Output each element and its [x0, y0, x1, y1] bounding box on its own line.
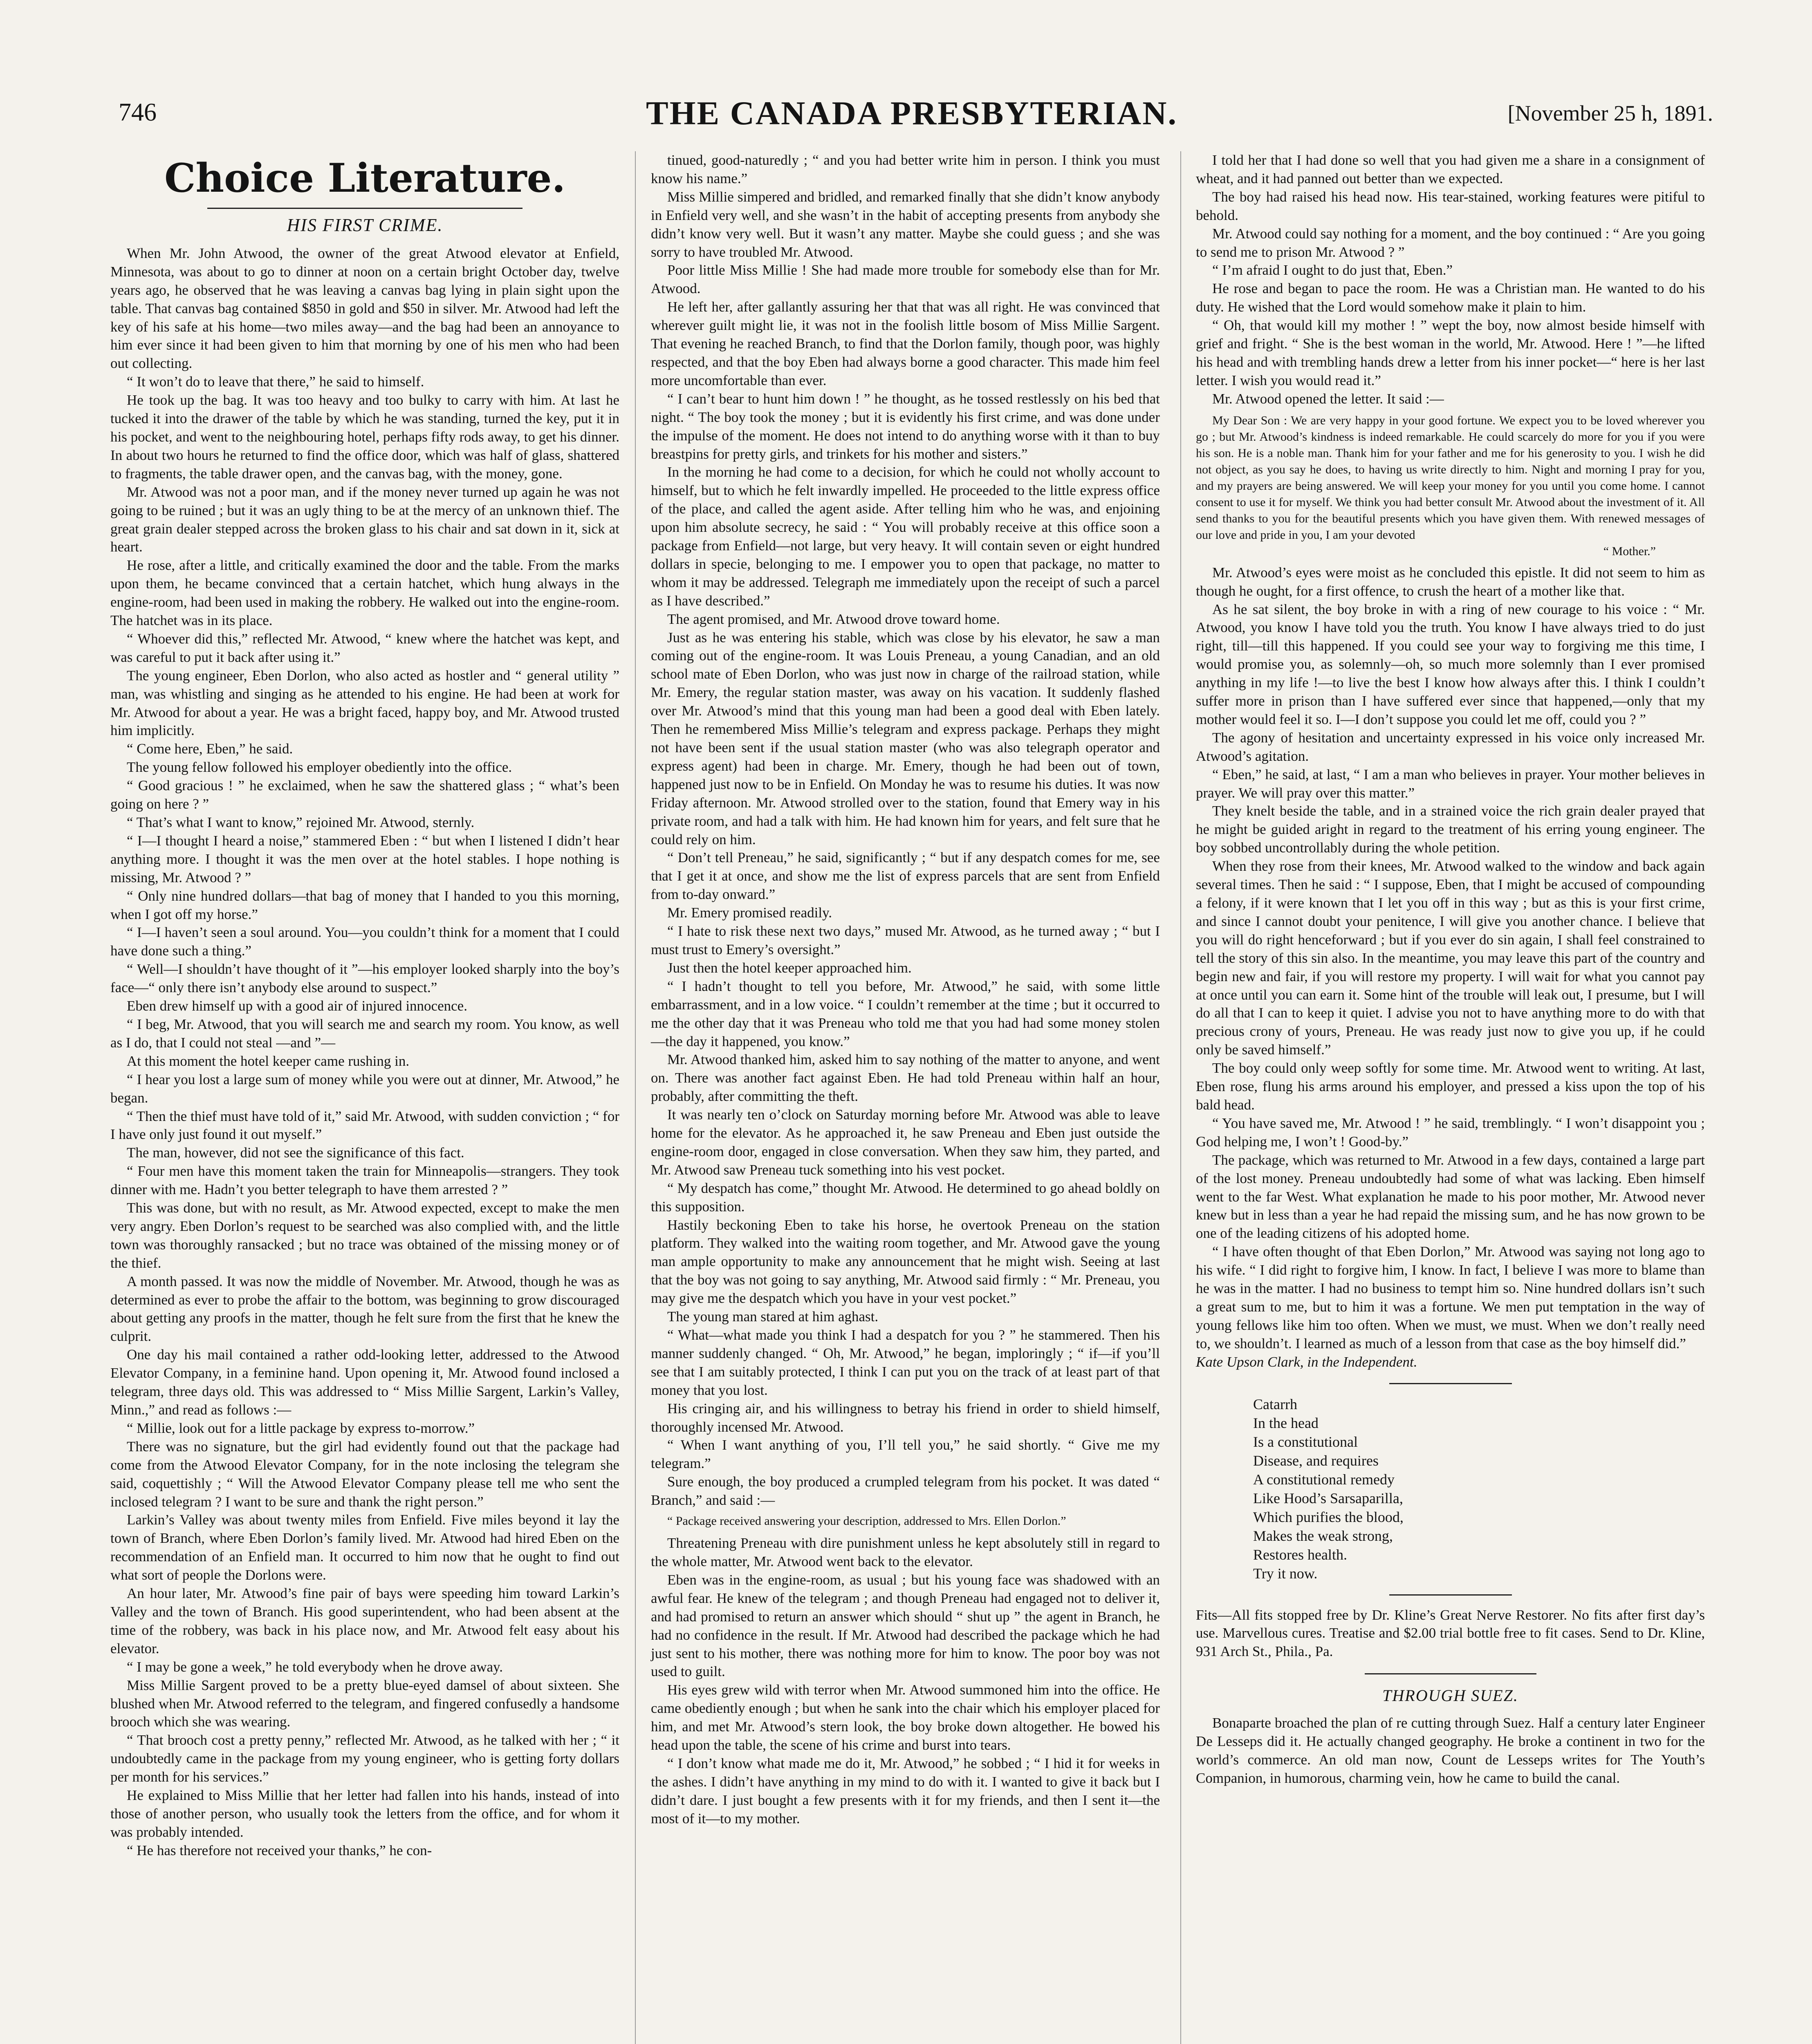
paragraph: The young engineer, Eben Dorlon, who also acted as hostler and “ general utility ” man, was whistling and singing as he attended to his engine. He had been at work for Mr. Atwood for about a year. He was a bright faced, happy boy, and Mr. Atwood trusted him implicitly.	[110, 667, 619, 739]
through-suez-title: THROUGH SUEZ.	[1382, 1686, 1518, 1705]
ad-rule	[1389, 1383, 1512, 1384]
column-3	[1196, 151, 1705, 1788]
paragraph: “ Four men have this moment taken the train for Minneapolis—strangers. They took dinner with me. Hadn’t you better telegraph to have them arrested ? ”	[110, 1163, 619, 1198]
newspaper-title: THE CANADA PRESBYTERIAN.	[646, 94, 1177, 132]
paragraph: The boy could only weep softly for some time. Mr. Atwood went to writing. At last, Eben rose, flung his arms around his employer, and pressed a kiss upon the top of his bald head.	[1196, 1060, 1705, 1113]
paragraph: “ I—I thought I heard a noise,” stammered Eben : “ but when I listened I didn’t hear anything more. I thought it was the men over at the hotel stables. I hope nothing is missing, Mr. Atwood ? ”	[110, 832, 619, 885]
paragraph: “ He has therefore not received your thanks,” he con-	[127, 1842, 432, 1858]
newspaper-page	[110, 94, 1713, 2044]
through-suez-text: Bonaparte broached the plan of re cutting through Suez. Half a century later Engineer De Lesseps did it. He actually changed geography. He broke a continent in two for the world’s commerce. An old man now, Count de Lesseps writes for The Youth’s Companion, in humorous, charming vein, how he came to build the canal.	[1196, 1715, 1705, 1786]
column-rule	[1180, 151, 1181, 2044]
paragraph: “ I—I haven’t seen a soul around. You—you couldn’t think for a moment that I could have done such a thing.”	[110, 924, 619, 959]
ad-line: Restores health.	[1253, 1546, 1347, 1563]
paragraph: Hastily beckoning Eben to take his horse, he overtook Preneau on the station platform. They walked into the waiting room together, and Mr. Atwood gave the young man ample opportunity to make any announcement that he might wish. Seeing at last that the boy was not going to say anything, Mr. Atwood said firmly : “ Mr. Preneau, you may give me the despatch which you have in your vest pocket.”	[651, 1217, 1160, 1307]
ad-line: A constitutional remedy	[1253, 1471, 1395, 1488]
paragraph: “ When I want anything of you, I’ll tell you,” he said shortly. “ Give me my telegram.”	[651, 1437, 1160, 1472]
ad-line: Makes the weak strong,	[1253, 1527, 1393, 1544]
paragraph: He took up the bag. It was too heavy and too bulky to carry with him. At last he tucked it into the drawer of the table by which he was standing, turned the key, put it in his pocket, and went to the neighbouring hotel, perhaps fifty rods away, to get his dinner. In about two hours he returned to find the office door, which was half of glass, shattered to fragments, the table drawer open, and the canvas bag, with the money, gone.	[110, 392, 619, 482]
column-1	[110, 151, 619, 1860]
paragraph: “ Don’t tell Preneau,” he said, significantly ; “ but if any despatch comes for me, see that I get it at once, and show me the list of express parcels that are sent from Enfield from to-day onward.”	[651, 849, 1160, 903]
paragraph: Mr. Atwood was not a poor man, and if the money never turned up again he was not going to be ruined ; but it was an ugly thing to be at the mercy of an unknown thief. The great grain dealer stepped across the broken glass to his chair and sat down in it, sick at heart.	[110, 484, 619, 555]
masthead	[110, 94, 1713, 143]
paragraph: They knelt beside the table, and in a strained voice the rich grain dealer prayed that he might be guided aright in regard to the treatment of his erring young engineer. The boy sobbed uncontrollably during the whole petition.	[1196, 803, 1705, 856]
paragraph: An hour later, Mr. Atwood’s fine pair of bays were speeding him toward Larkin’s Valley and the town of Branch. His good superintendent, who had been absent at the time of the robbery, was back in his place now, and Mr. Atwood felt easy about his elevator.	[110, 1585, 619, 1656]
paragraph: Mr. Atwood thanked him, asked him to say nothing of the matter to anyone, and went on. There was another fact against Eben. He had told Preneau within half an hour, probably, after committing the theft.	[651, 1051, 1160, 1105]
mothers-letter	[1196, 412, 1705, 560]
column-2	[651, 151, 1160, 1828]
paragraph: One day his mail contained a rather odd-looking letter, addressed to the Atwood Elevator Company, in a feminine hand. Upon opening it, Mr. Atwood found inclosed a telegram, three days old. This was addressed to “ Miss Millie Sargent, Larkin’s Valley, Minn.,” and read as follows :—	[110, 1347, 619, 1418]
page-number: 746	[119, 99, 157, 126]
paragraph: “ I hadn’t thought to tell you before, Mr. Atwood,” he said, with some little embarrassment, and in a low voice. “ I couldn’t remember at the time ; but it occurred to me the other day that it was Preneau who told me that you had had some money stolen—the day it happened, you know.”	[651, 978, 1160, 1049]
paragraph: “ You have saved me, Mr. Atwood ! ” he said, tremblingly. “ I won’t disappoint you ; God helping me, I won’t ! Good-by.”	[1196, 1115, 1705, 1150]
paragraph: Mr. Atwood opened the letter. It said :—	[1212, 390, 1444, 407]
paragraph: “ Good gracious ! ” he exclaimed, when he saw the shattered glass ; “ what’s been going on here ? ”	[110, 778, 619, 812]
ad-line: Like Hood’s Sarsaparilla,	[1253, 1490, 1403, 1506]
paragraph: “ Well—I shouldn’t have thought of it ”—his employer looked sharply into the boy’s face—“ only there isn’t anybody else around to suspect.”	[110, 961, 619, 996]
paragraph: Mr. Atwood’s eyes were moist as he concluded this epistle. It did not seem to him as though he ought, for a first offence, to crush the heart of a mother like that.	[1196, 564, 1705, 599]
ad-rule	[1389, 1594, 1512, 1596]
letter-signoff: “ Mother.”	[1603, 544, 1656, 558]
paragraph: “ Oh, that would kill my mother ! ” wept the boy, now almost beside himself with grief and fright. “ She is the best woman in the world, Mr. Atwood. Here ! ”—he lifted his head and with trembling hands drew a letter from his inner pocket—“ here is her last letter. I wish you would read it.”	[1196, 317, 1705, 388]
paragraph: The package, which was returned to Mr. Atwood in a few days, contained a large part of the lost money. Preneau undoubtedly had some of what was lacking. Eben himself went to the far West. What explanation he made to his poor mother, Mr. Atwood never knew but in less than a year he had repaid the missing sum, and he has now grown to be one of the leading citizens of his adopted home.	[1196, 1152, 1705, 1242]
column-rule	[635, 151, 636, 2044]
paragraph: As he sat silent, the boy broke in with a ring of new courage to his voice : “ Mr. Atwood, you know I have told you the truth. You know I have always tried to do just right, till—till this happened. If you could see your way to forgiving me this time, I would promise you, as solemnly—oh, so much more solemnly than I ever promised anything in my life !—to live the best I know how always after this. I think I couldn’t suffer more in prison than I have suffered ever since that happened,—only that my mother would feel it so. I—I don’t suppose you could let me off, could you ? ”	[1196, 601, 1705, 727]
column-3-body	[1196, 151, 1705, 408]
paragraph: He rose, after a little, and critically examined the door and the table. From the marks upon them, he became convinced that a certain hatchet, which hung always in the engine-room, had been used in making the robbery. He walked out into the engine-room. The hatchet was in its place.	[110, 557, 619, 629]
paragraph: “ I can’t bear to hunt him down ! ” he thought, as he tossed restlessly on his bed that night. “ The boy took the money ; but it is evidently his first crime, and was done under the impulse of the moment. He does not intend to do anything worse with it than to buy breastpins for pretty girls, and trinkets for his mother and sisters.”	[651, 390, 1160, 462]
paragraph: Mr. Atwood could say nothing for a moment, and the boy continued : “ Are you going to send me to prison Mr. Atwood ? ”	[1196, 225, 1705, 260]
paragraph: Eben was in the engine-room, as usual ; but his young face was shadowed with an awful fear. He knew of the telegram ; and though Preneau had engaged not to deliver it, and had promised to return an answer which should “ shut up ” the agent in Branch, he had no confidence in the result. If Mr. Atwood had described the package which he had just sent to his mother, there was nothing more for him to know. The poor boy was not used to guilt.	[651, 1571, 1160, 1680]
paragraph: The agent promised, and Mr. Atwood drove toward home.	[667, 611, 1000, 627]
ad-line: Which purifies the blood,	[1253, 1508, 1404, 1525]
paragraph: “ I don’t know what made me do it, Mr. Atwood,” he sobbed ; “ I hid it for weeks in the ashes. I didn’t have anything in my mind to do with it. I wanted to give it back but I didn’t dare. I just bought a few presents with it for my friends, and then I sent it—the most of it—to my mother.	[651, 1755, 1160, 1827]
paragraph: “ Then the thief must have told of it,” said Mr. Atwood, with sudden conviction ; “ for I have only just found it out myself.”	[110, 1108, 619, 1143]
ad-line: In the head	[1253, 1414, 1319, 1431]
paragraph: When they rose from their knees, Mr. Atwood walked to the window and back again several times. Then he said : “ I suppose, Eben, that I might be accused of compounding a felony, if it were known that I let you off in this way ; but as this is your first crime, and since I cannot doubt your penitence, I will give you another chance. I believe that you will do right henceforward ; but if you ever do sin again, I shall feel constrained to tell the story of this sin also. In the meantime, you may leave this part of the country and begin new and fair, if you will restore my property. I will wait for what you cannot pay at once until you can earn it. Some hint of the trouble will leak out, I presume, but I will do all that I can to keep it quiet. I advise you not to have anything more to do with that precious crony of yours, Preneau. He was ready just now to give you up, if he could only be saved himself.”	[1196, 858, 1705, 1058]
paragraph: In the morning he had come to a decision, for which he could not wholly account to himself, but to which he felt inwardly impelled. He proceeded to the little express office of the place, and called the agent aside. After telling him who he was, and enjoining upon him absolute secrecy, he said : “ You will probably receive at this office soon a package from Enfield—not large, but very heavy. It will contain seven or eight hundred dollars in specie, belonging to me. I empower you to open that package, no matter to whom it may be addressed. Telegraph me immediately upon the receipt of such a parcel as I have described.”	[651, 464, 1160, 609]
paragraph: His cringing air, and his willingness to betray his friend in order to shield himself, thoroughly incensed Mr. Atwood.	[651, 1400, 1160, 1435]
paragraph: He left her, after gallantly assuring her that that was all right. He was convinced that wherever guilt might lie, it was not in the foolish little bosom of Miss Millie Sargent. That evening he reached Branch, to find that the Dorlon family, though poor, was highly respected, and that the boy Eben had always borne a good character. This made him feel more uncomfortable than ever.	[651, 299, 1160, 388]
paragraph: “ I may be gone a week,” he told everybody when he drove away.	[127, 1659, 503, 1675]
paragraph: He explained to Miss Millie that her letter had fallen into his hands, instead of into those of another person, who usually took the letters from the office, and for whom it was probably intended.	[110, 1787, 619, 1840]
paragraph: Miss Millie simpered and bridled, and remarked finally that she didn’t know anybody in Enfield very well, and she wasn’t in the habit of accepting presents from anybody she didn’t know very well. But it wasn’t any matter. Maybe she could guess ; and she was sorry to have troubled Mr. Atwood.	[651, 188, 1160, 260]
paragraph: “ I hear you lost a large sum of money while you were out at dinner, Mr. Atwood,” he began.	[110, 1071, 619, 1106]
paragraph: tinued, good-naturedly ; “ and you had better write him in person. I think you must know his name.”	[651, 152, 1160, 186]
paragraph: “ Eben,” he said, at last, “ I am a man who believes in prayer. Your mother believes in prayer. We will pray over this matter.”	[1196, 766, 1705, 801]
paragraph: I told her that I had done so well that you had given me a share in a consignment of wheat, and it had panned out better than we expected.	[1196, 152, 1705, 186]
paragraph: When Mr. John Atwood, the owner of the great Atwood elevator at Enfield, Minnesota, was about to go to dinner at noon on a certain bright October day, twelve years ago, he observed that he was leaving a canvas bag lying in plain sight upon the table. That canvas bag contained $850 in gold and $50 in silver. Mr. Atwood had left the key of his safe at his home—two miles away—and the bag had been an annoyance to him ever since it had been given to him that morning by one of his men who had been out collecting.	[110, 245, 619, 372]
section-title: Choice Literature.	[164, 155, 566, 201]
paragraph: “ Whoever did this,” reflected Mr. Atwood, “ knew where the hatchet was kept, and was careful to put it back after using it.”	[110, 630, 619, 665]
paragraph: “ I beg, Mr. Atwood, that you will search me and search my room. You know, as well as I do, that I could not steal —and ”—	[110, 1016, 619, 1051]
paragraph: “ What—what made you think I had a despatch for you ? ” he stammered. Then his manner suddenly changed. “ Oh, Mr. Atwood,” he began, imploringly ; “ if—if you’ll see that I am suitably protected, I think I can put you on the track of at least part of that money that you lost.	[651, 1327, 1160, 1398]
ad-line: Disease, and requires	[1253, 1452, 1379, 1469]
paragraph: Miss Millie Sargent proved to be a pretty blue-eyed damsel of about sixteen. She blushed when Mr. Atwood referred to the telegram, and fingered confusedly a handsome brooch which she was wearing.	[110, 1677, 619, 1730]
paragraph: Mr. Emery promised readily.	[667, 905, 832, 921]
paragraph: The young fellow followed his employer obediently into the office.	[127, 759, 512, 775]
section-rule	[1365, 1673, 1536, 1674]
paragraph: “ I have often thought of that Eben Dorlon,” Mr. Atwood was saying not long ago to his wife. “ I did right to forgive him, I know. In fact, I believe I was more to blame than he was in the matter. I had no business to tempt him so. Nine hundred dollars isn’t such a great sum to me, but to him it was a fortune. We men put temptation in the way of young fellows like him too often. When we must, we must. When we don’t really need to, we shouldn’t. I learned as much of a lesson from that case as the boy himself did.”	[1196, 1244, 1705, 1351]
issue-date: [November 25 h, 1891.	[1507, 101, 1713, 126]
telegram-text: “ Package received answering your description, addressed to Mrs. Ellen Dorlon.”	[667, 1514, 1066, 1528]
paragraph: Larkin’s Valley was about twenty miles from Enfield. Five miles beyond it lay the town of Branch, where Eben Dorlon’s family lived. Mr. Atwood had hired Eben on the recommendation of an Enfield man. It occurred to him now that he ought to find out what sort of people the Dorlons were.	[110, 1512, 619, 1583]
ad-line: Try it now.	[1253, 1565, 1318, 1582]
paragraph: “ My despatch has come,” thought Mr. Atwood. He determined to go ahead boldly on this supposition.	[651, 1180, 1160, 1215]
telegram-quote	[651, 1513, 1160, 1529]
paragraph: The man, however, did not see the significance of this fact.	[127, 1145, 464, 1161]
story-title: HIS FIRST CRIME.	[287, 215, 443, 235]
paragraph: “ I’m afraid I ought to do just that, Eben.”	[1212, 262, 1453, 278]
paragraph: “ That’s what I want to know,” rejoined Mr. Atwood, sternly.	[127, 814, 475, 830]
paragraph: His eyes grew wild with terror when Mr. Atwood summoned him into the office. He came obediently enough ; but when he sank into the chair which his employer placed for him, and met Mr. Atwood’s stern look, the boy broke down altogether. He bowed his head upon the table, the scene of his crime and burst into tears.	[651, 1682, 1160, 1753]
ad-line: Is a constitutional	[1253, 1433, 1358, 1450]
paragraph: At this moment the hotel keeper came rushing in.	[127, 1053, 410, 1069]
paragraph: It was nearly ten o’clock on Saturday morning before Mr. Atwood was able to leave home for the elevator. As he approached it, he saw Preneau and Eben just outside the engine-room door, engaged in close conversation. When they saw him, they parted, and Mr. Atwood saw Preneau tuck something into his vest pocket.	[651, 1107, 1160, 1178]
paragraph: Threatening Preneau with dire punishment unless he kept absolutely still in regard to the whole matter, Mr. Atwood went back to the elevator.	[651, 1535, 1160, 1569]
ad-line: Catarrh	[1253, 1396, 1297, 1412]
column-2-body	[651, 151, 1160, 1510]
fits-ad	[1196, 1606, 1705, 1661]
paragraph: Eben drew himself up with a good air of injured innocence.	[127, 998, 467, 1014]
paragraph: “ Millie, look out for a little package by express to-morrow.”	[127, 1420, 475, 1436]
column-2-body-continued	[651, 1534, 1160, 1828]
column-1-body	[110, 244, 619, 1860]
fits-ad-text: Fits—All fits stopped free by Dr. Kline’s Great Nerve Restorer. No fits after first day’s use. Marvellous cures. Treatise and $2.00 trial bottle free to fit cases. Send to Dr. Kline, 931 Arch St., Phila., Pa.	[1196, 1607, 1705, 1660]
paragraph: “ I hate to risk these next two days,” mused Mr. Atwood, as he turned away ; “ but I must trust to Emery’s oversight.”	[651, 923, 1160, 957]
paragraph: Poor little Miss Millie ! She had made more trouble for somebody else than for Mr. Atwood.	[651, 262, 1160, 297]
paragraph: “ That brooch cost a pretty penny,” reflected Mr. Atwood, as he talked with her ; “ it undoubtedly came in the package from my young engineer, who is getting forty dollars per month for his services.”	[110, 1732, 619, 1785]
paragraph: This was done, but with no result, as Mr. Atwood expected, except to make the men very angry. Eben Dorlon’s request to be searched was also complied with, and the little town was thoroughly ransacked ; but no trace was obtained of the missing money or of the thief.	[110, 1200, 619, 1271]
paragraph: Just as he was entering his stable, which was close by his elevator, he saw a man coming out of the engine-room. It was Louis Preneau, a young Canadian, and an old school mate of Eben Dorlon, who was just now in charge of the railroad station, while Mr. Emery, the regular station master, was away on his vacation. It suddenly flashed over Mr. Atwood’s mind that this young man had been a good deal with Eben lately. Then he remembered Miss Millie’s telegram and express package. Perhaps they might not have been sent if the usual station master (who was also telegraph operator and express agent) had been in charge. Mr. Emery, though he had been out of town, happened just now to be in Enfield. On Monday he was to resume his duties. It was now Friday afternoon. Mr. Atwood strolled over to the station, found that Emery way in his private room, and had a talk with him. He had known him for years, and felt sure that he could rely on him.	[651, 629, 1160, 847]
paragraph: The young man stared at him aghast.	[667, 1309, 879, 1325]
paragraph: The agony of hesitation and uncertainty expressed in his voice only increased Mr. Atwood’s agitation.	[1196, 729, 1705, 764]
paragraph: There was no signature, but the girl had evidently found out that the package had come from the Atwood Elevator Company, for in the note inclosing the telegram she said, coquettishly ; “ Will the Atwood Elevator Company please tell me who sent the inclosed telegram ? I want to be sure and thank the right person.”	[110, 1438, 619, 1510]
paragraph: “ It won’t do to leave that there,” he said to himself.	[127, 374, 424, 390]
paragraph: “ Only nine hundred dollars—that bag of money that I handed to you this morning, when I got off my horse.”	[110, 888, 619, 922]
paragraph: Just then the hotel keeper approached him.	[667, 959, 912, 976]
paragraph: A month passed. It was now the middle of November. Mr. Atwood, though he was as determined as ever to probe the affair to the bottom, was beginning to grow discouraged about getting any proofs in the matter, though he felt sure from the first that he knew the culprit.	[110, 1273, 619, 1345]
paragraph: “ Come here, Eben,” he said.	[127, 741, 293, 757]
column-3-body-continued	[1196, 564, 1705, 1353]
paragraph: He rose and began to pace the room. He was a Christian man. He wanted to do his duty. He wished that the Lord would somehow make it plain to him.	[1196, 280, 1705, 315]
paragraph: The boy had raised his head now. His tear-stained, working features were pitiful to behold.	[1196, 188, 1705, 223]
title-rule	[207, 208, 523, 209]
paragraph: Sure enough, the boy produced a crumpled telegram from his pocket. It was dated “ Branch,” and said :—	[651, 1474, 1160, 1508]
attribution: Kate Upson Clark, in the Independent.	[1196, 1354, 1417, 1370]
catarrh-ad	[1253, 1395, 1705, 1583]
letter-text: My Dear Son : We are very happy in your good fortune. We expect you to be loved wherever you go ; but Mr. Atwood’s kindness is indeed remarkable. He could scarcely do more for you if you were his son. He is a noble man. Thank him for your father and me for his generosity to you. I wish he did not object, as you say he does, to having us write directly to him. Night and morning I pray for you, and my prayers are being answered. We will keep your money for you until you come home. I cannot consent to use it for myself. We think you had better consult Mr. Atwood about the investment of it. All send thanks to you for the beautiful presents which you have given them. With renewed messages of our love and pride in you, I am your devoted	[1196, 413, 1705, 542]
